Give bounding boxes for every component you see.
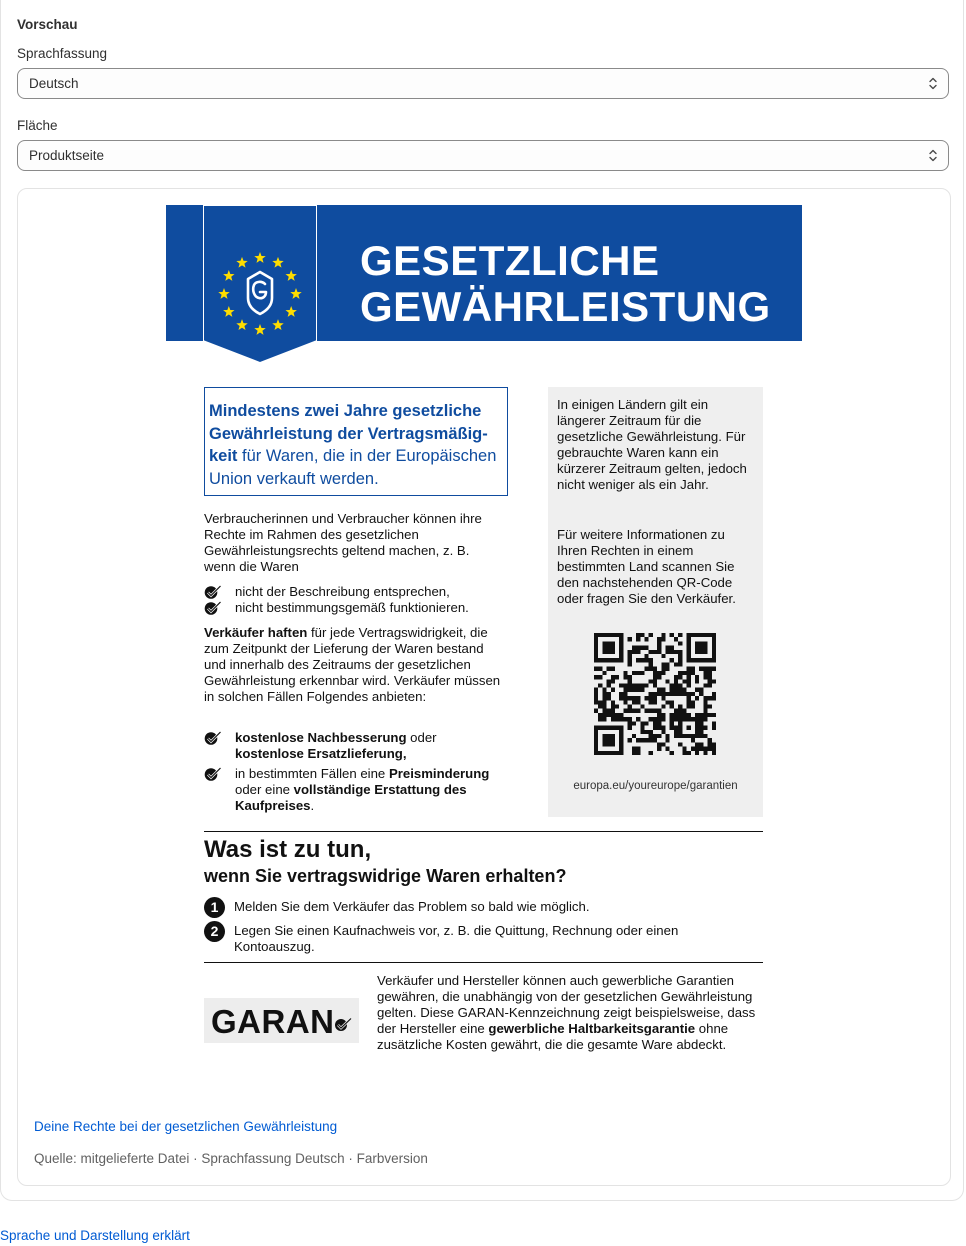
check-icon — [204, 600, 222, 616]
remedy-bold: kostenlose Nachbesserung — [235, 730, 407, 745]
garan-bold: gewerbliche Haltbarkeitsgarantie — [488, 1021, 696, 1036]
step-text: Legen Sie einen Kaufnachweis vor, z. B. die Quittung, Rechnung oder einen Kontoauszug. — [234, 923, 679, 954]
step-number: 1 — [204, 897, 225, 918]
eu-shield-icon — [203, 205, 317, 365]
check-text: nicht bestimmungsgemäß funktionieren. — [235, 600, 469, 615]
qr-url: europa.eu/youreurope/garantien — [573, 780, 738, 792]
remedy-mid: oder eine — [235, 782, 294, 797]
step-number: 2 — [204, 921, 225, 942]
remedy-mid: oder — [406, 730, 437, 745]
divider — [204, 962, 763, 963]
banner-title — [360, 238, 771, 330]
minimum-period-box — [204, 387, 508, 496]
check-text: nicht der Beschreibung entsprechen, — [235, 584, 450, 599]
step-1 — [204, 899, 763, 919]
remedy-bold: Preisminderung — [388, 766, 490, 781]
banner-line-1: GESETZLICHE — [360, 237, 660, 284]
minimum-period-bold: Mindestens zwei Jahre gesetzliche Gewährleistung der Vertragsmäßigkeit — [209, 402, 488, 465]
garan-check-icon — [334, 1017, 354, 1032]
select-chevron-icon — [928, 148, 938, 163]
todo-subtitle: wenn Sie vertragswidrige Waren erhalten? — [204, 866, 567, 886]
check-icon — [204, 766, 222, 782]
remedy-text — [235, 766, 489, 814]
remedy-bold: vollständige Erstattung des — [293, 782, 467, 797]
select-chevron-icon — [928, 76, 938, 91]
source-info: Quelle: mitgelieferte Datei · Sprachfassung Deutsch · Farbversion — [34, 1151, 428, 1166]
rights-link[interactable]: Deine Rechte bei der gesetzlichen Gewährleistung — [34, 1119, 338, 1134]
garan-text — [377, 973, 767, 1053]
divider — [204, 831, 763, 832]
sellers-bold: Verkäufer haften — [204, 625, 308, 640]
explain-link[interactable]: Sprache und Darstellung erklärt — [0, 1228, 190, 1243]
label-banner — [166, 205, 802, 341]
remedy-bold: kostenlose Ersatzlieferung, — [235, 746, 407, 761]
longer-period-text: In einigen Ländern gilt ein längerer Zeitraum für die gesetzliche Gewährleistung. Für gebrauchte Waren kann ein kürzerer Zeitraum gelten, jedoch nicht weniger als ein Jahr. — [557, 397, 747, 492]
step-2 — [204, 923, 763, 957]
sellers-text — [204, 625, 504, 705]
step-text: Melden Sie dem Verkäufer das Problem so bald wie möglich. — [234, 899, 590, 914]
sellers-rest: für jede Vertragswidrigkeit, die zum Zeitpunkt der Lieferung der Waren bestand und innerhalb des Zeitraums der gesetzlichen Gewährleistung erkennbar wird. Verkäufer müssen in solchen Fällen Folgendes anbieten: — [204, 625, 501, 704]
check-icon — [204, 584, 222, 600]
surface-select[interactable] — [17, 140, 949, 171]
remedy-end: . — [310, 798, 315, 813]
garan-logo — [204, 998, 359, 1043]
garan-post: ohne zusätzliche Kosten gewährt, die die gesamte Ware abdeckt. — [377, 1021, 729, 1052]
qr-code[interactable] — [594, 633, 716, 755]
language-label: Sprachfassung — [17, 46, 108, 61]
language-select[interactable] — [17, 68, 949, 99]
remedy-text — [235, 730, 437, 762]
surface-label: Fläche — [17, 118, 58, 133]
info-sidebar — [548, 387, 763, 817]
remedy-bold: Kaufpreises — [235, 798, 311, 813]
language-select-value: Deutsch — [29, 76, 79, 91]
consumers-text: Verbraucherinnen und Verbraucher können ihre Rechte im Rahmen des gesetzlichen Gewährleistungsrechts geltend machen, z. B. wenn die Waren — [204, 511, 482, 574]
garan-pre: Verkäufer und Hersteller können auch gewerbliche Garantien gewähren, die unabhängig von der gesetzlichen Gewährleistung gelten. Diese GARAN-Kennzeichnung zeigt beispielsweise, dass der Hersteller eine — [377, 973, 756, 1036]
panel-title: Vorschau — [17, 17, 78, 32]
more-info-text: Für weitere Informationen zu Ihren Rechten in einem bestimmten Land scannen Sie den nachstehenden QR-Code oder fragen Sie den Verkäufer. — [557, 527, 736, 606]
remedy-pre: in bestimmten Fällen eine — [235, 766, 389, 781]
garan-wordmark: GARAN — [211, 1003, 335, 1040]
banner-line-2: GEWÄHRLEISTUNG — [360, 283, 771, 330]
todo-title: Was ist zu tun, — [204, 836, 372, 863]
surface-select-value: Produktseite — [29, 148, 105, 163]
check-icon — [204, 730, 222, 746]
warranty-label — [166, 205, 802, 1085]
minimum-period-rest: für Waren, die in der Europäischen Union verkauft werden. — [209, 447, 497, 488]
